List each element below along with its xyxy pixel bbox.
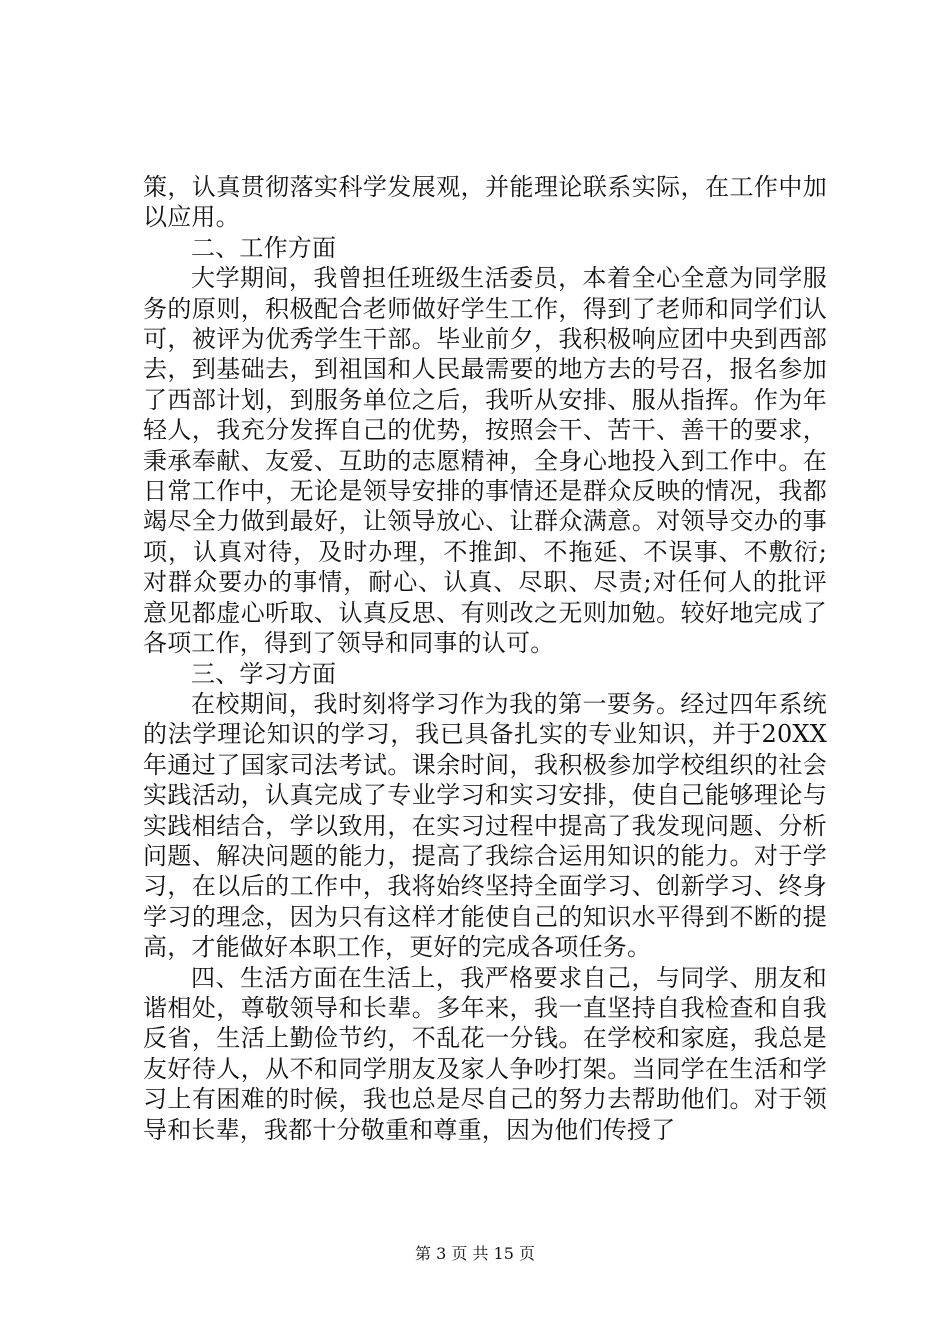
paragraph-study: 在校期间，我时刻将学习作为我的第一要务。经过四年系统的法学理论知识的学习，我已具备扎实的专业知识，并于20XX 年通过了国家司法考试。课余时间，我积极参加学校组织的社会实践活动，认真完成了专业学习和实习安排，使自己能够理论与实践相结合，学以致用，在实习过程中提高了我发现问题、分析问题、解决问题的能力，提高了我综合运用知识的能力。对于学习，在以后的工作中，我将始终坚持全面学习、创新学习、终身学习的理念，因为只有这样才能使自己的知识水平得到不断的提高，才能做好本职工作，更好的完成各项任务。	[143, 689, 827, 962]
section-heading-work: 二、工作方面	[191, 233, 337, 262]
page-number-footer: 第 3 页 共 15 页	[415, 1244, 535, 1263]
section-heading-study: 三、学习方面	[191, 659, 337, 688]
paragraph-work: 大学期间，我曾担任班级生活委员，本着全心全意为同学服务的原则，积极配合老师做好学生工作，得到了老师和同学们认可，被评为优秀学生干部。毕业前夕，我积极响应团中央到西部去，到基础去，到祖国和人民最需要的地方去的号召，报名参加了西部计划，到服务单位之后，我听从安排、服从指挥。作为年轻人，我充分发挥自己的优势，按照会干、苦干、善干的要求，秉承奉献、友爱、互助的志愿精神，全身心地投入到工作中。在日常工作中，无论是领导安排的事情还是群众反映的情况，我都竭尽全力做到最好，让领导放心、让群众满意。对领导交办的事项，认真对待，及时办理，不推卸、不拖延、不误事、不敷衍;对群众要办的事情，耐心、认真、尽职、尽责;对任何人的批评意见都虚心听取、认真反思、有则改之无则加勉。较好地完成了各项工作，得到了领导和同事的认可。	[143, 264, 827, 658]
paragraph-continuation: 策，认真贯彻落实科学发展观，并能理论联系实际，在工作中加以应用。	[143, 173, 827, 232]
document-body	[143, 172, 827, 1145]
paragraph-life: 四、生活方面在生活上，我严格要求自己，与同学、朋友和谐相处，尊敬领导和长辈。多年来，我一直坚持自我检查和自我反省，生活上勤俭节约，不乱花一分钱。在学校和家庭，我总是友好待人，从不和同学朋友及家人争吵打架。当同学在生活和学习上有困难的时候，我也总是尽自己的努力去帮助他们。对于领导和长辈，我都十分敬重和尊重，因为他们传授了	[143, 963, 827, 1144]
